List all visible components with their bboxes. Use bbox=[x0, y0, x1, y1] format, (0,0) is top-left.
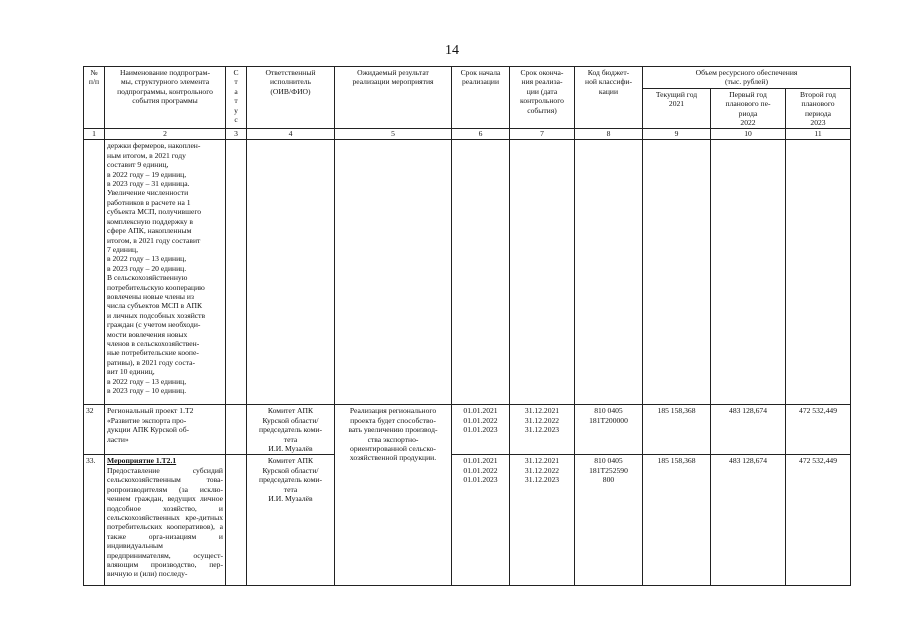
start-dates: 01.01.2021 01.01.2022 01.01.2023 bbox=[452, 405, 510, 455]
measure-cell bbox=[105, 455, 226, 585]
table-row-33 bbox=[84, 455, 851, 585]
amount-2021: 185 158,368 bbox=[643, 455, 711, 585]
resource-table bbox=[83, 66, 851, 586]
amount-2023: 472 532,449 bbox=[786, 405, 851, 455]
row-number: 33. bbox=[84, 455, 105, 585]
header-result: Ожидаемый результат реализации мероприятия bbox=[335, 67, 452, 129]
regional-project-name: Региональный проект 1.Т2 «Развитие экспорта про- дукции АПК Курской об- ласти» bbox=[105, 405, 226, 455]
measure-description: Предоставление субсидий сельскохозяйственным това-ропроизводителям (за исклю-чением граждан, ведущих личное подсобное хозяйство, и сельскохозяйственных кре-дитных потребительских кооперативов), а также орга-низациям и индивидуальным предпринимателям, осущест-вляющим производство, пер-вичную и (или) последу- bbox=[107, 465, 223, 579]
header-budget-code: Код бюджет- ной классифи- кации bbox=[575, 67, 643, 129]
header-name: Наименование подпрограм- мы, структурного элемента подпрограммы, контрольного события программы bbox=[105, 67, 226, 129]
header-executor: Ответственный исполнитель (ОИВ/ФИО) bbox=[247, 67, 335, 129]
status-cell bbox=[226, 405, 247, 455]
empty-cell bbox=[786, 140, 851, 405]
header-status: С т а т у с bbox=[226, 67, 247, 129]
budget-code: 810 0405 181T200000 bbox=[575, 405, 643, 455]
column-number: 2 bbox=[105, 129, 226, 140]
empty-cell bbox=[247, 140, 335, 405]
column-number: 5 bbox=[335, 129, 452, 140]
measure-title: Мероприятие 1.Т2.1 bbox=[107, 456, 177, 466]
end-dates: 31.12.2021 31.12.2022 31.12.2023 bbox=[510, 405, 575, 455]
column-number: 10 bbox=[711, 129, 786, 140]
column-number: 4 bbox=[247, 129, 335, 140]
amount-2022: 483 128,674 bbox=[711, 455, 786, 585]
row-number: 32 bbox=[84, 405, 105, 455]
amount-2022: 483 128,674 bbox=[711, 405, 786, 455]
header-current-year: Текущий год 2021 bbox=[643, 88, 711, 129]
page-number: 14 bbox=[445, 43, 459, 58]
header-first-planned-year: Первый год планового пе- риода 2022 bbox=[711, 88, 786, 129]
header-end: Срок оконча- ния реализа- ции (дата контрольного события) bbox=[510, 67, 575, 129]
column-number-row bbox=[84, 129, 851, 140]
table-row-32 bbox=[84, 405, 851, 455]
header-row-1 bbox=[84, 67, 851, 89]
end-dates: 31.12.2021 31.12.2022 31.12.2023 bbox=[510, 455, 575, 585]
empty-cell bbox=[335, 140, 452, 405]
empty-cell bbox=[84, 140, 105, 405]
table-row-continuation bbox=[84, 140, 851, 405]
empty-cell bbox=[452, 140, 510, 405]
column-number: 7 bbox=[510, 129, 575, 140]
column-number: 8 bbox=[575, 129, 643, 140]
empty-cell bbox=[226, 140, 247, 405]
amount-2021: 185 158,368 bbox=[643, 405, 711, 455]
header-resource-volume: Объем ресурсного обеспечения (тыс. рублей) bbox=[643, 67, 851, 89]
empty-cell bbox=[711, 140, 786, 405]
status-cell bbox=[226, 455, 247, 585]
header-number: № п/п bbox=[84, 67, 105, 129]
empty-cell bbox=[510, 140, 575, 405]
column-number: 6 bbox=[452, 129, 510, 140]
continuation-text: держки фермеров, накоплен- ным итогом, в 2021 году составит 9 единиц, в 2022 году – 19 единиц, в 2023 году – 31 единица. Увеличение численности работников в расчете на 1 субъекта МСП, получившего комплексную поддержку в сфере АПК, накопленным итогом, в 2021 году составит 7 единиц, в 2022 году – 13 единиц, в 2023 году – 20 единиц. В сельскохозяйственную потребительскую кооперацию вовлечены новые члены из числа субъектов МСП в АПК и личных подсобных хозяйств граждан (с учетом необходи- мости вовлечения новых членов в сельскохозяйствен- ные потребительские коопе- ративы), в 2021 году соста- вит 10 единиц, в 2022 году – 13 единиц, в 2023 году – 10 единиц. bbox=[105, 140, 226, 405]
empty-cell bbox=[643, 140, 711, 405]
expected-result: Реализация регионального проекта будет способство- вать увеличению производ- ства экспортно- ориентированной сельско- хозяйственной продукции. bbox=[335, 405, 452, 585]
column-number: 3 bbox=[226, 129, 247, 140]
column-number: 1 bbox=[84, 129, 105, 140]
empty-cell bbox=[575, 140, 643, 405]
header-second-planned-year: Второй год планового периода 2023 bbox=[786, 88, 851, 129]
column-number: 11 bbox=[786, 129, 851, 140]
start-dates: 01.01.2021 01.01.2022 01.01.2023 bbox=[452, 455, 510, 585]
column-number: 9 bbox=[643, 129, 711, 140]
header-start: Срок начала реализации bbox=[452, 67, 510, 129]
budget-code: 810 0405 181T252590 800 bbox=[575, 455, 643, 585]
amount-2023: 472 532,449 bbox=[786, 455, 851, 585]
responsible-executor: Комитет АПК Курской области/ председатель коми- тета И.И. Музалёв bbox=[247, 455, 335, 585]
responsible-executor: Комитет АПК Курской области/ председатель коми- тета И.И. Музалёв bbox=[247, 405, 335, 455]
